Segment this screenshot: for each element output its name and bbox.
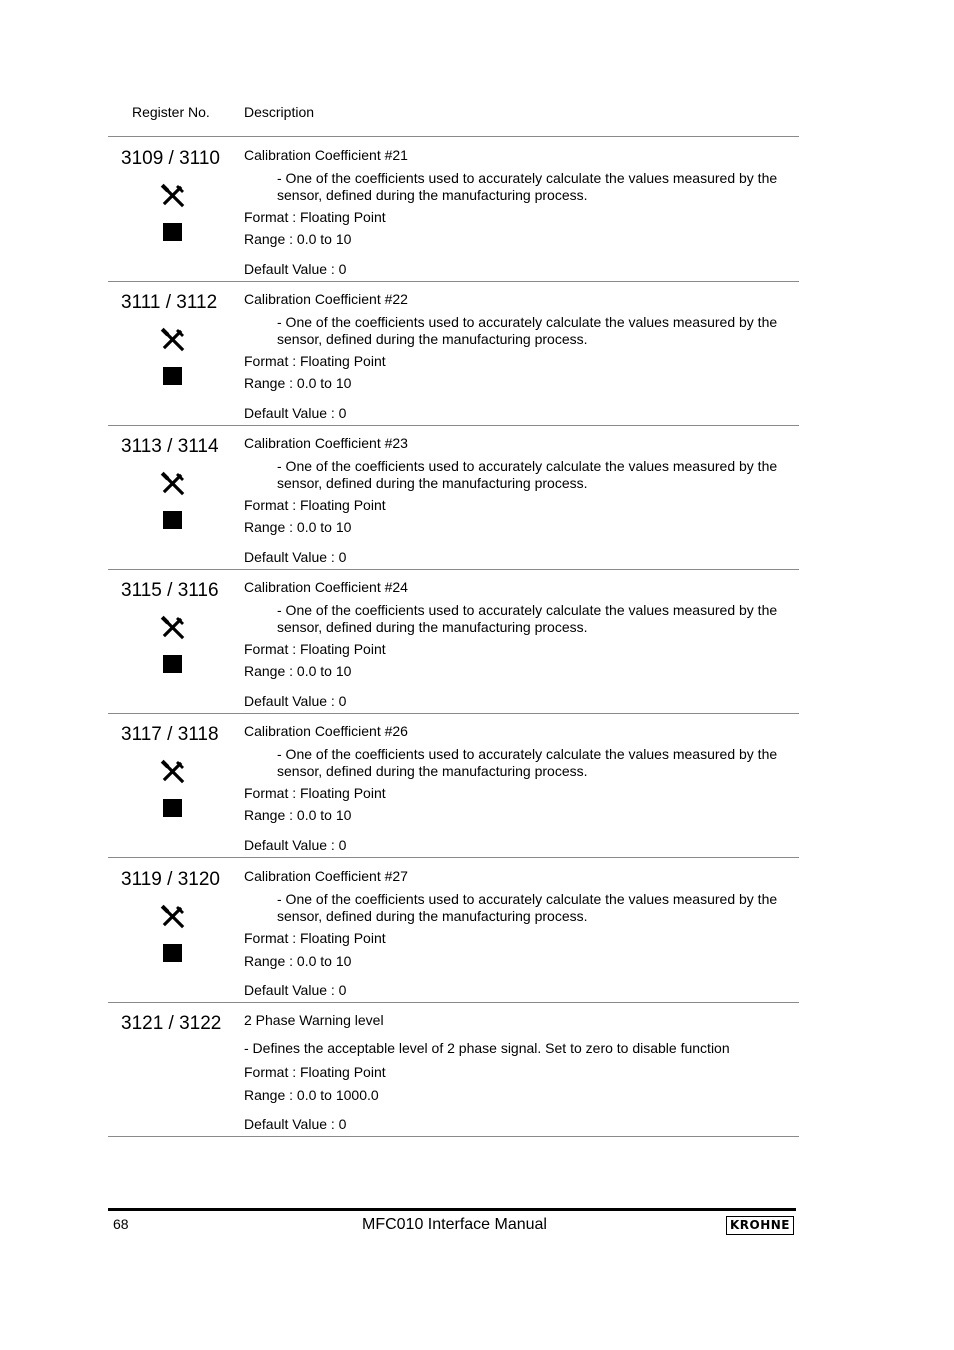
footer-rule	[108, 1208, 796, 1211]
register-row	[108, 137, 799, 281]
register-default: Default Value : 0	[244, 837, 347, 853]
register-number: 3121 / 3122	[121, 1013, 222, 1034]
register-row	[108, 858, 799, 1002]
register-range: Range : 0.0 to 10	[244, 663, 352, 679]
register-title: Calibration Coefficient #21	[244, 147, 408, 163]
register-range: Range : 0.0 to 10	[244, 519, 352, 535]
register-row	[108, 569, 799, 713]
register-description: - One of the coefficients used to accurately calculate the values measured by the sensor, defined during the manufacturing process.	[277, 458, 778, 491]
register-number: 3117 / 3118	[121, 724, 219, 745]
register-number: 3113 / 3114	[121, 436, 219, 457]
black-square-icon	[163, 799, 182, 817]
register-format: Format : Floating Point	[244, 641, 386, 657]
register-title: Calibration Coefficient #26	[244, 723, 408, 739]
description-column-header: Description	[244, 104, 315, 120]
register-title: Calibration Coefficient #24	[244, 579, 408, 595]
register-default: Default Value : 0	[244, 405, 347, 421]
register-default: Default Value : 0	[244, 1116, 347, 1132]
tools-icon	[160, 471, 186, 497]
register-default: Default Value : 0	[244, 549, 347, 565]
tools-icon	[160, 615, 186, 641]
register-title: Calibration Coefficient #27	[244, 868, 408, 884]
black-square-icon	[163, 655, 182, 673]
register-description: - One of the coefficients used to accurately calculate the values measured by the sensor, defined during the manufacturing process.	[277, 746, 778, 779]
register-number: 3115 / 3116	[121, 580, 219, 601]
tools-icon	[160, 183, 186, 209]
register-range: Range : 0.0 to 1000.0	[244, 1087, 379, 1103]
register-number: 3109 / 3110	[121, 148, 220, 169]
register-row	[108, 713, 799, 857]
page-number: 68	[113, 1216, 129, 1232]
register-title: Calibration Coefficient #22	[244, 291, 408, 307]
register-default: Default Value : 0	[244, 693, 347, 709]
register-row	[108, 425, 799, 569]
register-title: 2 Phase Warning level	[244, 1012, 384, 1028]
register-format: Format : Floating Point	[244, 930, 386, 946]
black-square-icon	[163, 367, 182, 385]
register-default: Default Value : 0	[244, 982, 347, 998]
krohne-logo: KROHNE	[726, 1216, 794, 1235]
register-title: Calibration Coefficient #23	[244, 435, 408, 451]
register-description: - Defines the acceptable level of 2 phase signal. Set to zero to disable function	[244, 1040, 730, 1056]
register-number: 3111 / 3112	[121, 292, 218, 313]
register-format: Format : Floating Point	[244, 785, 386, 801]
register-description: - One of the coefficients used to accurately calculate the values measured by the sensor, defined during the manufacturing process.	[277, 602, 778, 635]
register-number: 3119 / 3120	[121, 869, 220, 890]
register-format: Format : Floating Point	[244, 497, 386, 513]
register-range: Range : 0.0 to 10	[244, 375, 352, 391]
tools-icon	[160, 759, 186, 785]
tools-icon	[160, 904, 186, 930]
black-square-icon	[163, 223, 182, 241]
register-row	[108, 1002, 799, 1136]
register-range: Range : 0.0 to 10	[244, 953, 352, 969]
register-format: Format : Floating Point	[244, 353, 386, 369]
register-range: Range : 0.0 to 10	[244, 231, 352, 247]
register-column-header: Register No.	[132, 104, 210, 120]
register-description: - One of the coefficients used to accurately calculate the values measured by the sensor, defined during the manufacturing process.	[277, 891, 778, 924]
register-format: Format : Floating Point	[244, 1064, 386, 1080]
manual-title: MFC010 Interface Manual	[362, 1216, 547, 1233]
register-format: Format : Floating Point	[244, 209, 386, 225]
table-bottom-divider	[108, 1136, 799, 1137]
register-range: Range : 0.0 to 10	[244, 807, 352, 823]
black-square-icon	[163, 511, 182, 529]
register-description: - One of the coefficients used to accurately calculate the values measured by the sensor, defined during the manufacturing process.	[277, 314, 778, 347]
black-square-icon	[163, 944, 182, 962]
register-description: - One of the coefficients used to accurately calculate the values measured by the sensor, defined during the manufacturing process.	[277, 170, 778, 203]
register-row	[108, 281, 799, 425]
register-default: Default Value : 0	[244, 261, 347, 277]
tools-icon	[160, 327, 186, 353]
